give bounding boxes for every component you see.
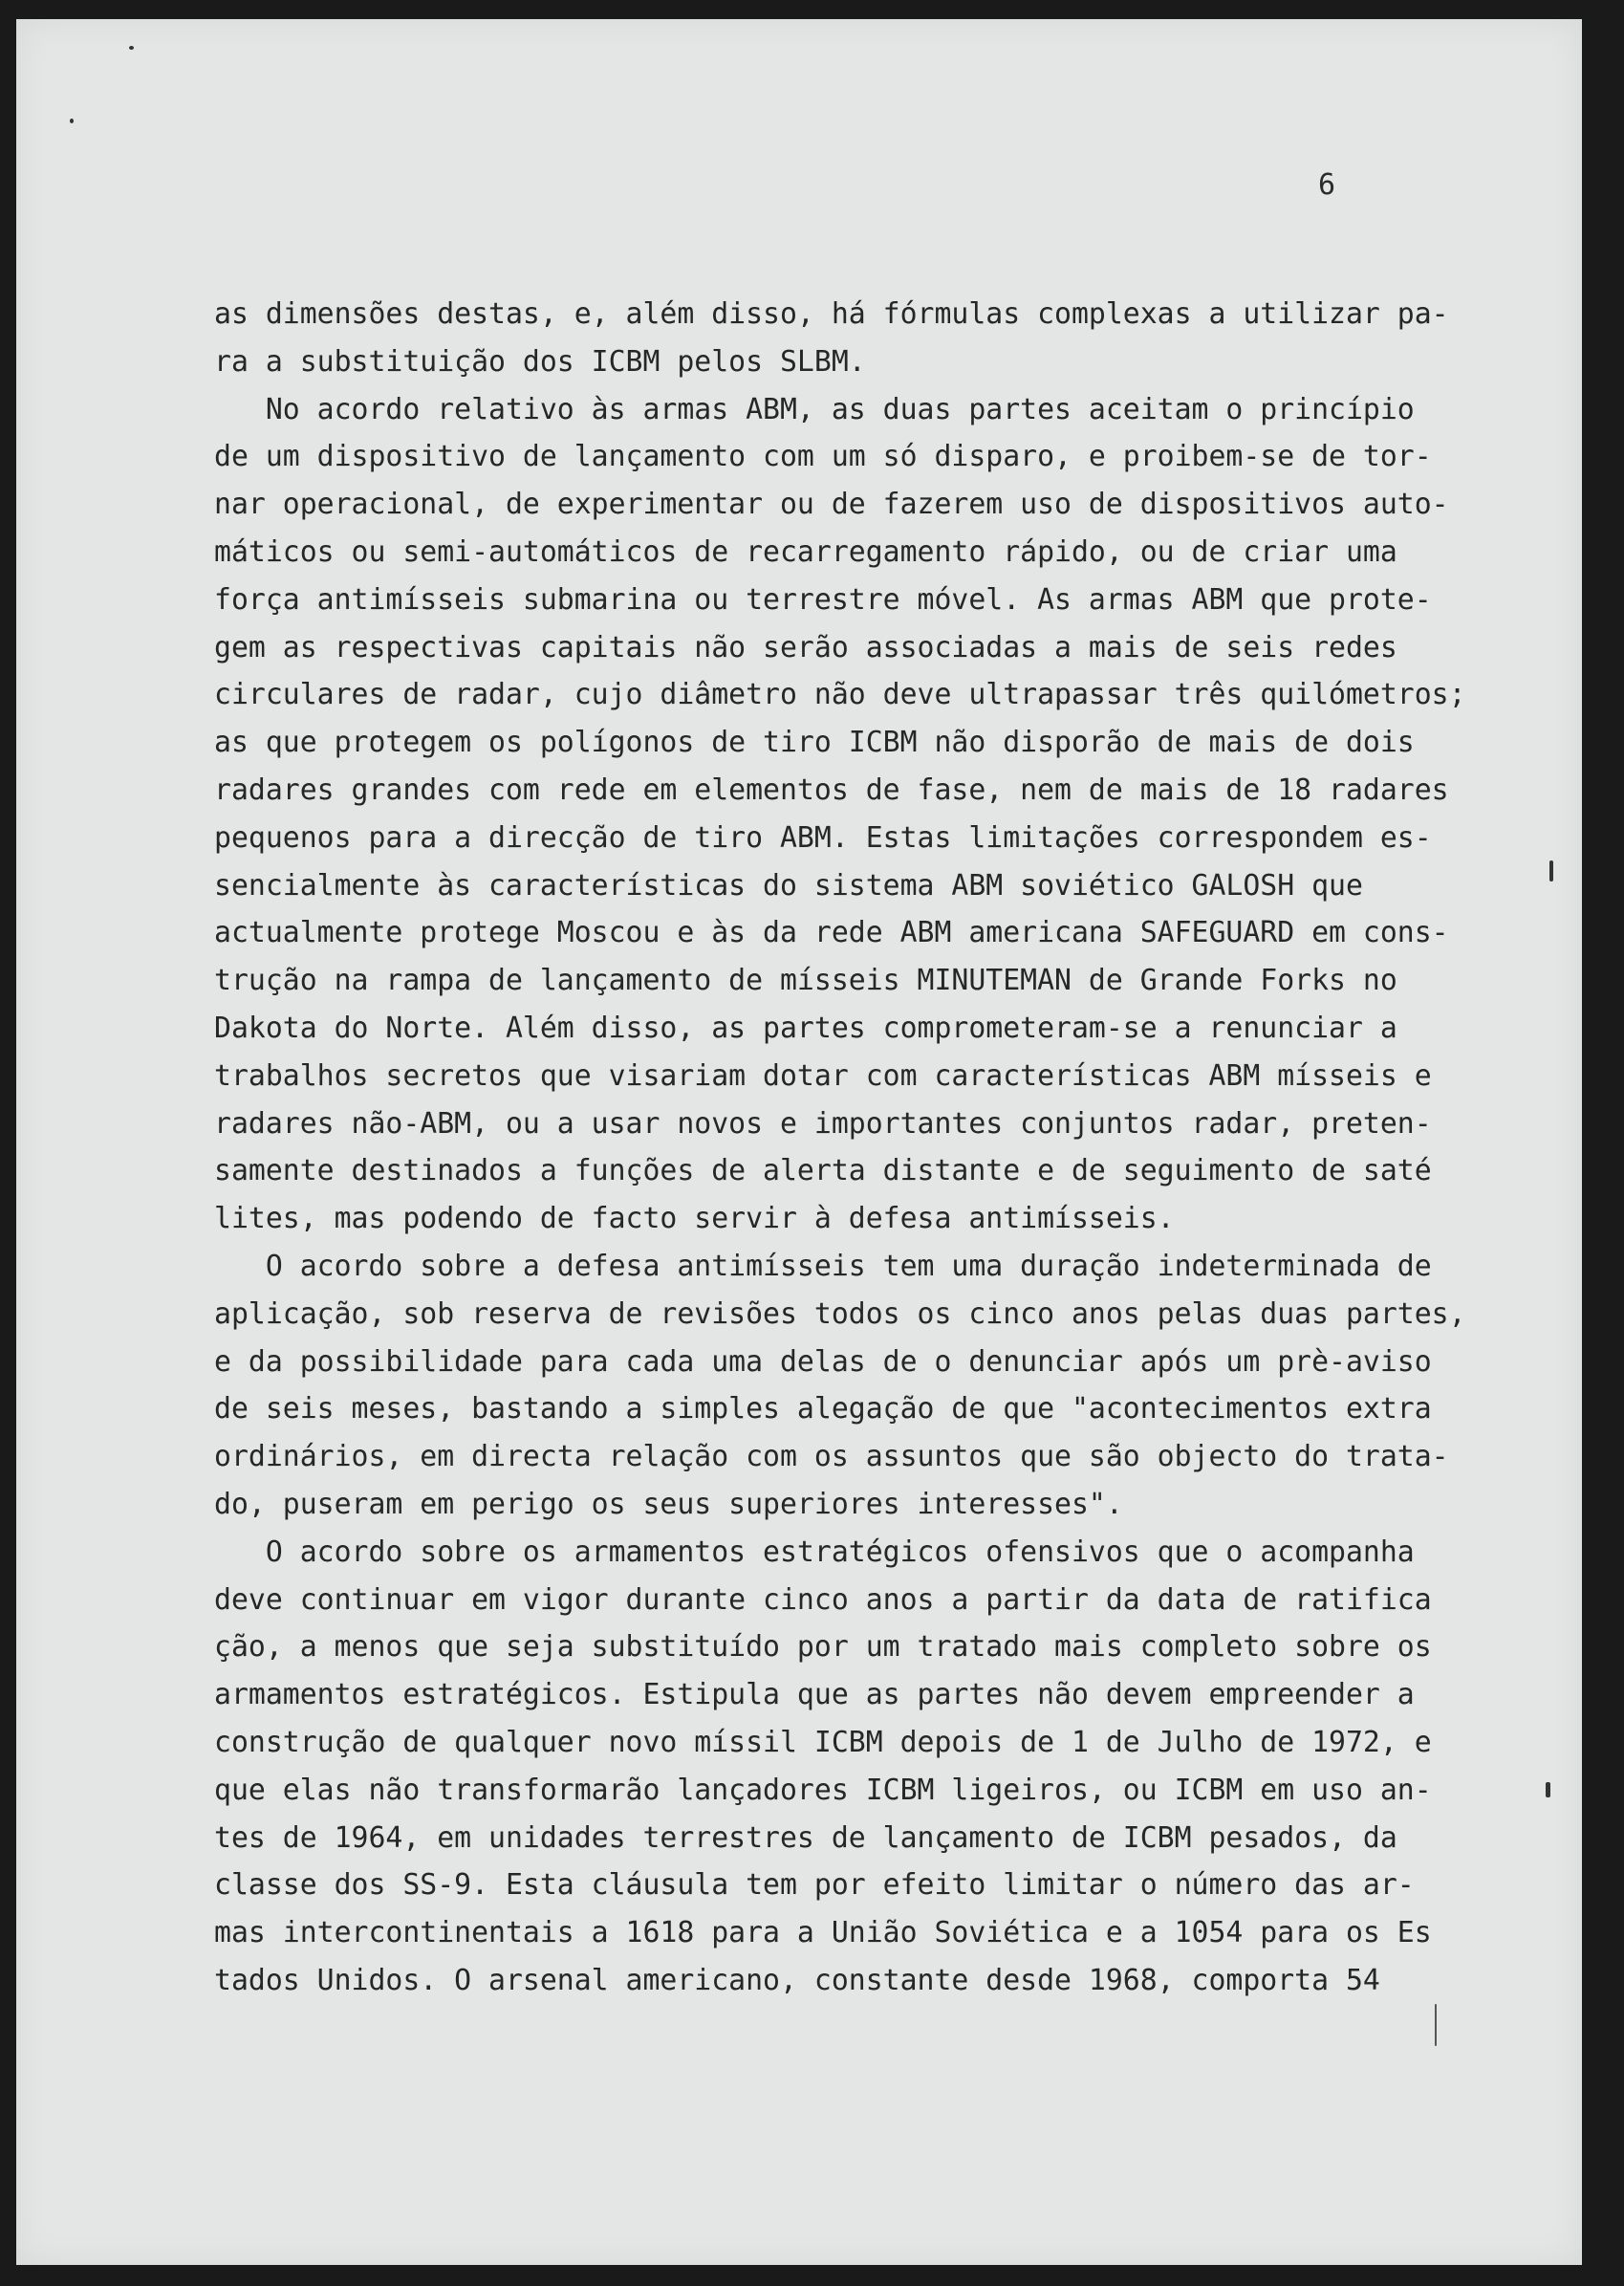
text-line: lites, mas podendo de facto servir à defesa antimísseis. [214,1202,1175,1236]
text-line: construção de qualquer novo míssil ICBM depois de 1 de Julho de 1972, e [214,1725,1432,1759]
text-line: gem as respectivas capitais não serão associadas a mais de seis redes [214,630,1397,664]
text-line: armamentos estratégicos. Estipula que as partes não devem empreender a [214,1678,1415,1712]
page-number: 6 [1318,168,1336,202]
text-line: de seis meses, bastando a simples alegação de que "acontecimentos extra [214,1392,1432,1426]
text-line: O acordo sobre a defesa antimísseis tem uma duração indeterminada de [214,1249,1432,1283]
text-line: ção, a menos que seja substituído por um tratado mais completo sobre os [214,1630,1432,1665]
text-line: mas intercontinentais a 1618 para a União Soviética e a 1054 para os Es [214,1916,1432,1950]
text-line: ra a substituição dos ICBM pelos SLBM. [214,344,866,379]
text-line: força antimísseis submarina ou terrestre móvel. As armas ABM que prote- [214,582,1432,617]
text-line: tados Unidos. O arsenal americano, constante desde 1968, comporta 54 [214,1963,1380,1997]
text-line: tes de 1964, em unidades terrestres de lançamento de ICBM pesados, da [214,1820,1397,1855]
text-line: actualmente protege Moscou e às da rede ABM americana SAFEGUARD em cons- [214,916,1449,950]
text-line: e da possibilidade para cada uma delas de o denunciar após um prè-aviso [214,1344,1432,1379]
text-line: deve continuar em vigor durante cinco anos a partir da data de ratifica [214,1582,1432,1617]
scan-speck [1546,1782,1550,1797]
text-line: classe dos SS-9. Esta cláusula tem por efeito limitar o número das ar- [214,1868,1415,1903]
document-page [16,19,1582,2265]
text-line: de um dispositivo de lançamento com um só disparo, e proibem-se de tor- [214,440,1432,474]
body-text [214,291,1485,2005]
text-line: No acordo relativo às armas ABM, as duas partes aceitam o princípio [214,392,1415,426]
scan-speck [1549,860,1553,882]
text-line: as dimensões destas, e, além disso, há fórmulas complexas a utilizar pa- [214,297,1449,331]
scan-speck [129,46,134,50]
text-line: aplicação, sob reserva de revisões todos os cinco anos pelas duas partes, [214,1296,1466,1331]
scan-speck [70,119,74,123]
text-line: O acordo sobre os armamentos estratégicos ofensivos que o acompanha [214,1535,1415,1569]
text-line: do, puseram em perigo os seus superiores interesses". [214,1487,1123,1521]
text-line: trução na rampa de lançamento de mísseis MINUTEMAN de Grande Forks no [214,964,1397,998]
text-line: nar operacional, de experimentar ou de fazerem uso de dispositivos auto- [214,488,1449,522]
text-line: que elas não transformarão lançadores ICBM ligeiros, ou ICBM em uso an- [214,1773,1432,1807]
text-line: sencialmente às características do sistema ABM soviético GALOSH que [214,868,1363,903]
text-line: radares grandes com rede em elementos de fase, nem de mais de 18 radares [214,773,1449,807]
text-line: Dakota do Norte. Além disso, as partes comprometeram-se a renunciar a [214,1011,1397,1045]
text-line: radares não-ABM, ou a usar novos e importantes conjuntos radar, preten- [214,1106,1432,1141]
text-line: máticos ou semi-automáticos de recarregamento rápido, ou de criar uma [214,534,1397,569]
text-line: ordinários, em directa relação com os assuntos que são objecto do trata- [214,1440,1449,1474]
scan-speck [1435,2004,1437,2046]
text-line: as que protegem os polígonos de tiro ICBM não disporão de mais de dois [214,726,1415,760]
text-line: trabalhos secretos que visariam dotar com características ABM mísseis e [214,1058,1432,1093]
text-line: samente destinados a funções de alerta distante e de seguimento de saté [214,1154,1432,1188]
text-line: pequenos para a direcção de tiro ABM. Estas limitações correspondem es- [214,820,1432,855]
text-line: circulares de radar, cujo diâmetro não deve ultrapassar três quilómetros; [214,678,1466,712]
